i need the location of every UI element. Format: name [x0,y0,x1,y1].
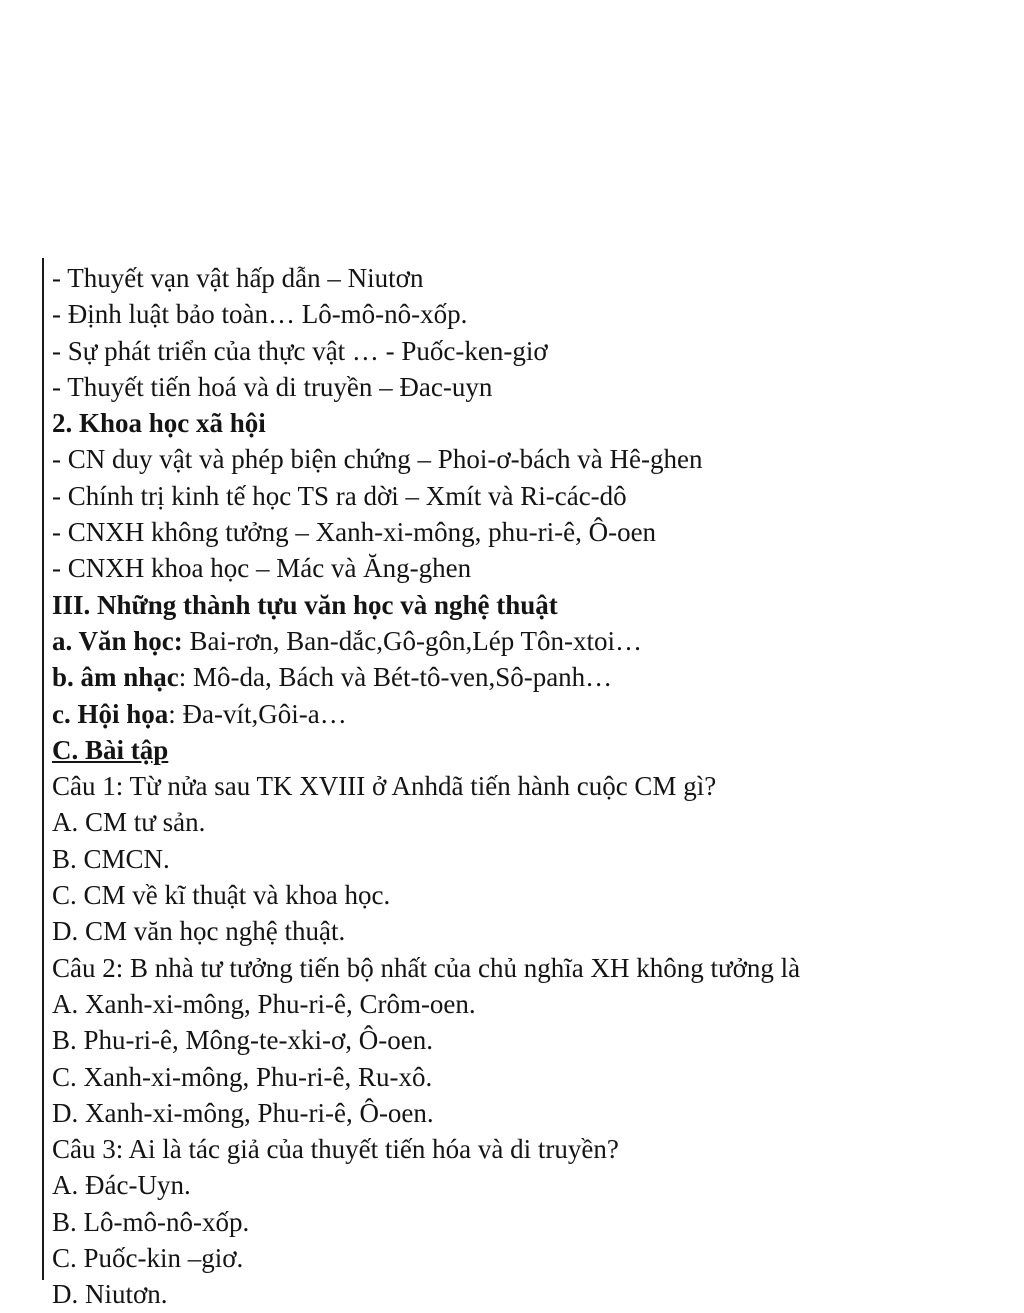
answer-option: A. CM tư sản. [52,807,206,838]
answer-option: C. Puốc-kin –giơ. [52,1243,244,1274]
answer-option: D. Xanh-xi-mông, Phu-ri-ê, Ô-oen. [52,1097,434,1128]
left-border-rule [42,258,44,1280]
answer-option: C. Xanh-xi-mông, Phu-ri-ê, Ru-xô. [52,1061,433,1092]
labeled-line [52,696,1012,732]
question: Câu 1: Từ nửa sau TK XVIII ở Anhdã tiến hành cuộc CM gì? [52,771,717,802]
text-line: - Sự phát triển của thực vật … - Puốc-ken-giơ [52,335,548,366]
line-text: : Đa-vít,Gôi-a… [168,698,347,729]
labeled-line [52,623,1012,659]
line-label: c. Hội họa [52,698,169,729]
answer-option: D. Niutơn. [52,1279,168,1310]
line-text: Bai-rơn, Ban-dắc,Gô-gôn,Lép Tôn-xtoi… [182,625,642,656]
text-line: - CNXH khoa học – Mác và Ăng-ghen [52,553,472,584]
text-line: - CN duy vật và phép biện chứng – Phoi-ơ-bách và Hê-ghen [52,444,703,475]
answer-option: D. CM văn học nghệ thuật. [52,916,346,947]
section-heading: C. Bài tập [52,734,169,765]
answer-option: B. Lô-mô-nô-xốp. [52,1206,250,1237]
answer-option: B. Phu-ri-ê, Mông-te-xki-ơ, Ô-oen. [52,1025,433,1056]
line-label: a. Văn học: [52,625,183,656]
text-line: - Chính trị kinh tế học TS ra dời – Xmít và Ri-các-dô [52,480,627,511]
text-line: - CNXH không tưởng – Xanh-xi-mông, phu-ri-ê, Ô-oen [52,517,657,548]
answer-option: A. Đác-Uyn. [52,1170,191,1201]
answer-option: C. CM về kĩ thuật và khoa học. [52,880,391,911]
answer-option: A. Xanh-xi-mông, Phu-ri-ê, Crôm-oen. [52,988,476,1019]
text-line: - Thuyết tiến hoá và di truyền – Đac-uyn [52,371,493,402]
question: Câu 2: B nhà tư tưởng tiến bộ nhất của chủ nghĩa XH không tưởng là [52,952,801,983]
line-text: : Mô-da, Bách và Bét-tô-ven,Sô-panh… [178,662,613,693]
section-heading: III. Những thành tựu văn học và nghệ thuật [52,589,558,620]
question: Câu 3: Ai là tác giả của thuyết tiến hóa và di truyền? [52,1134,619,1165]
section-heading: 2. Khoa học xã hội [52,408,266,439]
labeled-line [52,659,1012,695]
text-line: - Thuyết vạn vật hấp dẫn – Niutơn [52,263,424,293]
document-body [52,260,1012,1313]
line-label: b. âm nhạc [52,662,179,693]
answer-option: B. CMCN. [52,843,170,874]
text-line: - Định luật bảo toàn… Lô-mô-nô-xốp. [52,299,468,330]
